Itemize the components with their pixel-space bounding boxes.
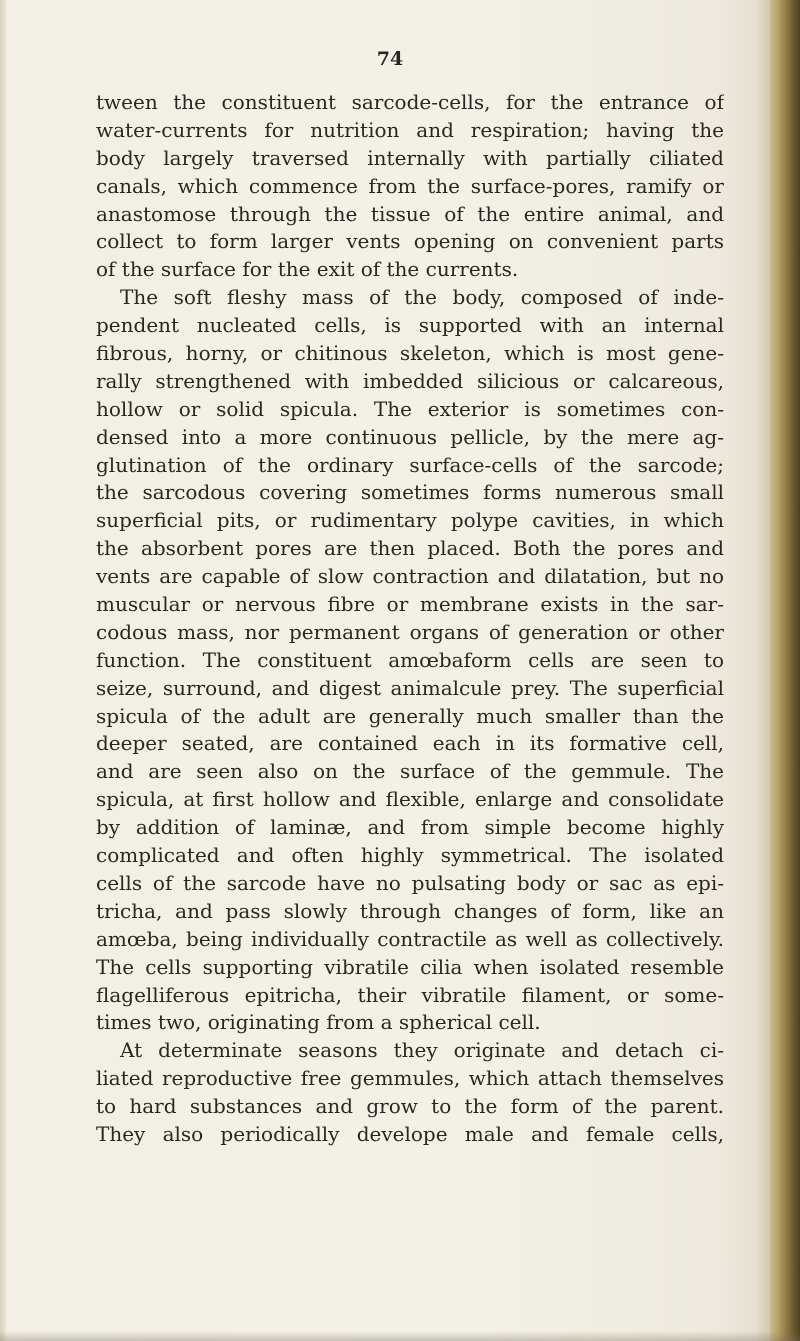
text-line: pendent nucleated cells, is supported with an internal — [96, 313, 724, 338]
text-line: of the surface for the exit of the currents. — [96, 257, 519, 282]
text-line: the absorbent pores are then placed. Both the pores and — [96, 536, 724, 561]
text-line: by addition of laminæ, and from simple become highly — [96, 815, 724, 840]
text-line: codous mass, nor permanent organs of generation or other — [96, 619, 724, 644]
text-line: At determinate seasons they originate and detach ci- — [120, 1038, 724, 1063]
text-line: liated reproductive free gemmules, which attach themselves — [96, 1066, 724, 1091]
text-line: and are seen also on the surface of the gemmule. The — [96, 759, 724, 784]
text-line: cells of the sarcode have no pulsating body or sac as epi- — [96, 870, 724, 895]
text-line: spicula of the adult are generally much smaller than the — [96, 703, 724, 728]
text-line: the sarcodous covering sometimes forms numerous small — [96, 480, 724, 505]
text-line: tween the constituent sarcode-cells, for the entrance of — [96, 90, 724, 114]
text-line: deeper seated, are contained each in its formative cell, — [96, 731, 724, 756]
page-left-edge — [0, 0, 6, 1341]
text-line: complicated and often highly symmetrical. The isolated — [96, 843, 724, 868]
text-line: function. The constituent amœbaform cells are seen to — [96, 647, 724, 672]
body-text — [96, 89, 724, 1149]
page-bottom-shadow — [0, 1331, 800, 1341]
text-line: seize, surround, and digest animalcule prey. The superficial — [96, 675, 724, 700]
text-line: vents are capable of slow contraction and dilatation, but no — [96, 564, 724, 589]
text-line: body largely traversed internally with partially ciliated — [96, 145, 724, 170]
page-number: 74 — [376, 48, 404, 70]
text-line: canals, which commence from the surface-pores, ramify or — [96, 173, 724, 198]
text-line: tricha, and pass slowly through changes of form, like an — [96, 898, 724, 923]
text-line: The soft fleshy mass of the body, composed of inde- — [120, 285, 724, 310]
text-line: collect to form larger vents opening on convenient parts — [96, 229, 724, 254]
text-line: rally strengthened with imbedded silicious or calcareous, — [96, 368, 724, 393]
text-line: to hard substances and grow to the form of the parent. — [96, 1094, 724, 1119]
text-line: hollow or solid spicula. The exterior is sometimes con- — [96, 396, 724, 421]
gutter-shadow — [756, 0, 770, 1341]
text-line: times two, originating from a spherical cell. — [96, 1010, 541, 1035]
text-line: spicula, at first hollow and flexible, enlarge and consolidate — [96, 787, 724, 812]
text-line: superficial pits, or rudimentary polype cavities, in which — [96, 508, 724, 533]
text-line: glutination of the ordinary surface-cells of the sarcode; — [96, 452, 724, 477]
text-line: densed into a more continuous pellicle, by the mere ag- — [96, 424, 724, 449]
book-binding-edge — [770, 0, 800, 1341]
text-line: flagelliferous epitricha, their vibratile filament, or some- — [96, 982, 724, 1007]
text-line: The cells supporting vibratile cilia when isolated resemble — [96, 954, 724, 979]
text-line: muscular or nervous fibre or membrane exists in the sar- — [96, 592, 724, 617]
text-line: water-currents for nutrition and respiration; having the — [96, 117, 724, 142]
text-line: They also periodically develope male and female cells, — [96, 1121, 724, 1146]
text-line: amœba, being individually contractile as well as collectively. — [96, 926, 724, 951]
text-line: fibrous, horny, or chitinous skeleton, which is most gene- — [96, 341, 724, 366]
text-line: anastomose through the tissue of the entire animal, and — [96, 201, 724, 226]
